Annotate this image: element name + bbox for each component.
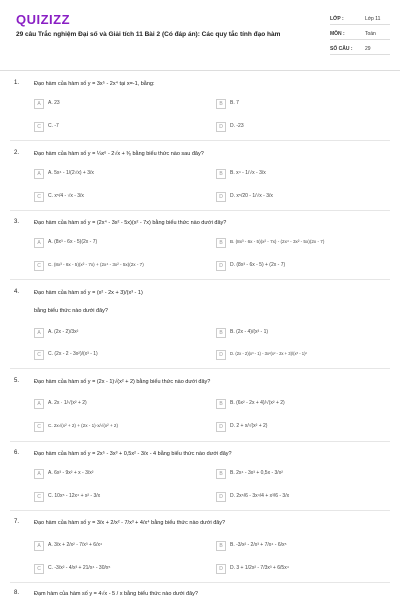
class-label: LỚP : bbox=[330, 16, 344, 22]
count-label: SỐ CÂU : bbox=[330, 46, 353, 52]
subject-value: Toán bbox=[365, 31, 376, 37]
question-text: Đạo hàm của hàm số y = 2x⁵ - 3x³ + 0,5x² - 3/x - 4 bằng biểu thức nào dưới đây? bbox=[34, 451, 232, 457]
option-letter: C bbox=[34, 564, 44, 574]
question-text-continued: bằng biểu thức nào dưới đây? bbox=[34, 308, 108, 314]
option-text: A. 6x³ - 9x² + x - 3/x² bbox=[48, 470, 94, 476]
question-number: 1. bbox=[14, 80, 20, 86]
divider bbox=[330, 39, 390, 40]
option-text: C. (8x³ - 6x - 5)(x² - 7x) + (2x⁴ - 3x² - 5x)(2x - 7) bbox=[48, 262, 144, 267]
option-letter: C bbox=[34, 422, 44, 432]
option-text: B. (2x - 4)/(x³ - 1) bbox=[230, 329, 269, 335]
option-text: D. x⁵/20 - 1/√x - 3/x bbox=[230, 193, 273, 199]
option-text: D. 2 + x/√(x² + 2) bbox=[230, 423, 268, 429]
option-letter: B bbox=[216, 99, 226, 109]
divider bbox=[330, 54, 390, 55]
divider bbox=[10, 510, 390, 511]
option-letter: A bbox=[34, 328, 44, 338]
option-text: B. 7 bbox=[230, 100, 239, 106]
option-letter: D bbox=[216, 192, 226, 202]
option-text: C. -7 bbox=[48, 123, 59, 129]
option-text: D. 3 + 1/2x² - 7/3x³ + 6/5x⁴ bbox=[230, 565, 289, 571]
question-number: 2. bbox=[14, 150, 20, 156]
option-letter: B bbox=[216, 399, 226, 409]
option-text: A. 23 bbox=[48, 100, 60, 106]
question-text: Đạo hàm của hàm số y = 3x⁵ - 2x⁴ tại x=-1, bằng: bbox=[34, 81, 155, 87]
divider bbox=[10, 210, 390, 211]
question-number: 7. bbox=[14, 519, 20, 525]
option-letter: C bbox=[34, 350, 44, 360]
option-text: C. (2x - 2 - 3x²)/(x³ - 1) bbox=[48, 351, 98, 357]
document-header bbox=[0, 0, 400, 71]
option-letter: A bbox=[34, 469, 44, 479]
option-text: C. -3/x² - 4/x³ + 21/x⁴ - 30/x⁵ bbox=[48, 565, 111, 571]
divider bbox=[10, 368, 390, 369]
option-letter: D bbox=[216, 350, 226, 360]
page-title: 29 câu Trắc nghiệm Đại số và Giải tích 11 Bài 2 (Có đáp án): Các quy tắc tính đạo hàm bbox=[16, 31, 281, 38]
question-text: Đạo hàm của hàm số y = (2x⁴ - 3x² - 5x)(x² - 7x) bằng biểu thức nào dưới đây? bbox=[34, 220, 227, 226]
question-number: 6. bbox=[14, 450, 20, 456]
option-letter: C bbox=[34, 492, 44, 502]
question-text: Đạo hàm của hàm số y = (x² - 2x + 3)/(x³ - 1) bbox=[34, 290, 143, 296]
question-text: Đạm hàm của hàm số y = 4√x - 5 / x bằng biểu thức nào dưới đây? bbox=[34, 591, 198, 597]
question-text: Đạo hàm của hàm số y = 3/x + 2/x² - 7/x³ + 4/x⁴ bằng biểu thức nào dưới đây? bbox=[34, 520, 226, 526]
option-letter: A bbox=[34, 169, 44, 179]
option-text: C. 2x√(x² + 2) + (2x - 1)·x/√(x² + 2) bbox=[48, 423, 119, 428]
option-text: C. 10x⁵ - 12x⁴ + x² - 3/x bbox=[48, 493, 101, 499]
option-letter: B bbox=[216, 238, 226, 248]
option-letter: C bbox=[34, 192, 44, 202]
option-text: B. x⁴ - 1/√x - 3/x bbox=[230, 170, 266, 176]
option-text: B. 2x⁴ - 3x³ + 0,5x - 3/x² bbox=[230, 470, 283, 476]
option-text: D. 2x⁶/6 - 3x⁴/4 + x³/6 - 3/x bbox=[230, 493, 290, 499]
divider bbox=[330, 24, 390, 25]
option-letter: B bbox=[216, 328, 226, 338]
option-letter: D bbox=[216, 122, 226, 132]
option-letter: B bbox=[216, 469, 226, 479]
option-letter: C bbox=[34, 261, 44, 271]
question-number: 8. bbox=[14, 590, 20, 596]
divider bbox=[10, 441, 390, 442]
question-text: Đạo hàm của hàm số y = ¼x⁶ - 2√x + ³⁄ₓ bằng biểu thức nào sau đây? bbox=[34, 151, 204, 157]
option-letter: A bbox=[34, 238, 44, 248]
option-letter: C bbox=[34, 122, 44, 132]
quizizz-logo: QUIZIZZ bbox=[16, 12, 71, 27]
option-letter: D bbox=[216, 422, 226, 432]
option-letter: A bbox=[34, 99, 44, 109]
option-letter: B bbox=[216, 541, 226, 551]
question-number: 5. bbox=[14, 378, 20, 384]
option-letter: D bbox=[216, 261, 226, 271]
divider bbox=[10, 582, 390, 583]
option-text: B. -3/x² - 2/x³ + 7/x⁴ - 6/x⁵ bbox=[230, 542, 287, 548]
option-letter: D bbox=[216, 564, 226, 574]
divider bbox=[10, 140, 390, 141]
option-text: A. 5x⁴ - 1/(2√x) + 3/x bbox=[48, 170, 94, 176]
option-text: D. -23 bbox=[230, 123, 244, 129]
question-number: 3. bbox=[14, 219, 20, 225]
class-value: Lớp 11 bbox=[365, 16, 381, 22]
option-letter: A bbox=[34, 399, 44, 409]
question-number: 4. bbox=[14, 289, 20, 295]
option-text: A. (8x³ - 6x - 5)(2x - 7) bbox=[48, 239, 98, 245]
option-text: D. (2x - 2)(x³ - 1) - 3x²(x² - 2x + 3)/(x³ - 1)² bbox=[230, 351, 307, 356]
option-text: D. (8x³ - 6x - 5) + (2x - 7) bbox=[230, 262, 286, 268]
option-letter: D bbox=[216, 492, 226, 502]
option-text: C. x⁵/4 - √x - 3/x bbox=[48, 193, 84, 199]
option-text: A. (2x - 2)/3x² bbox=[48, 329, 79, 335]
option-letter: A bbox=[34, 541, 44, 551]
option-text: B. (6x² - 2x + 4)/√(x² + 2) bbox=[230, 400, 285, 406]
subject-label: MÔN : bbox=[330, 31, 345, 37]
question-text: Đạo hàm của hàm số y = (2x - 1)√(x² + 2) bằng biểu thức nào dưới đây? bbox=[34, 379, 211, 385]
divider bbox=[10, 279, 390, 280]
option-letter: B bbox=[216, 169, 226, 179]
count-value: 29 bbox=[365, 46, 371, 52]
option-text: A. 3/x + 2/x² - 7/x³ + 6/x⁴ bbox=[48, 542, 103, 548]
option-text: B. (8x³ - 6x - 5)(x² - 7x) - (2x⁴ - 3x² - 5x)(2x - 7) bbox=[230, 239, 325, 244]
option-text: A. 2x · 1/√(x² + 2) bbox=[48, 400, 87, 406]
